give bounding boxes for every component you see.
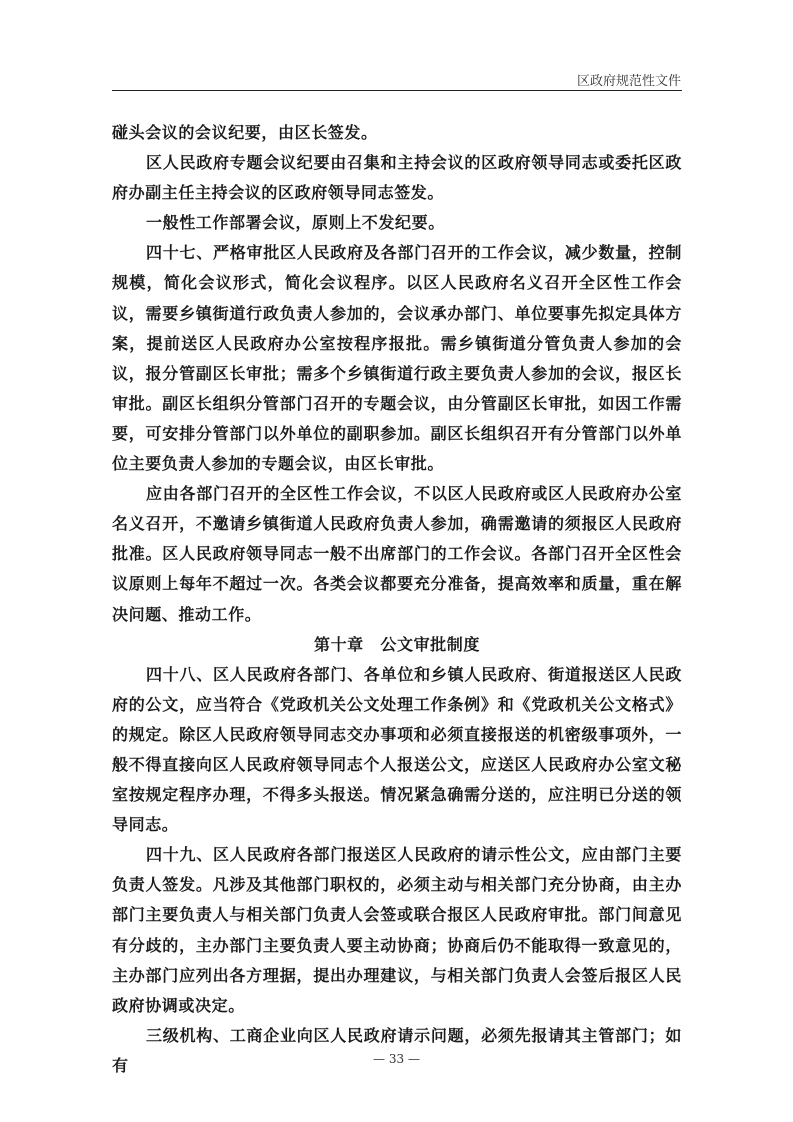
header-divider: [112, 90, 682, 91]
document-body: [112, 118, 682, 1081]
paragraph-article-48: 四十八、区人民政府各部门、各单位和乡镇人民政府、街道报送区人民政府的公文，应当符合《党政机关公文处理工作条例》和《党政机关公文格式》的规定。除区人民政府领导同志交办事项和必须直接报送的机密级事项外，一般不得直接向区人民政府领导同志个人报送公文，应送区人民政府办公室文秘室按规定程序办理，不得多头报送。情况紧急确需分送的，应注明已分送的领导同志。: [112, 664, 682, 835]
paragraph: 三级机构、工商企业向区人民政府请示问题，必须先报请其主管部门；如有: [112, 1025, 682, 1075]
chapter-heading: 第十章 公文审批制度: [313, 634, 480, 654]
paragraph: 区人民政府专题会议纪要由召集和主持会议的区政府领导同志或委托区政府办副主任主持会议的区政府领导同志签发。: [112, 153, 682, 203]
document-type-label: 区政府规范性文件: [576, 74, 681, 89]
paragraph-article-47: 四十七、严格审批区人民政府及各部门召开的工作会议，减少数量，控制规模，简化会议形式，简化会议程序。以区人民政府名义召开全区性工作会议，需要乡镇街道行政负责人参加的，会议承办部门、单位要事先拟定具体方案，提前送区人民政府办公室按程序报批。需乡镇街道分管负责人参加的会议，报分管副区长审批；需多个乡镇街道行政主要负责人参加的会议，报区长审批。副区长组织分管部门召开的专题会议，由分管副区长审批，如因工作需要，可安排分管部门以外单位的副职参加。副区长组织召开有分管部门以外单位主要负责人参加的专题会议，由区长审批。: [112, 243, 682, 474]
paragraph: 一般性工作部署会议，原则上不发纪要。: [146, 213, 445, 233]
page-number: — 33 —: [373, 1052, 420, 1066]
paragraph: 应由各部门召开的全区性工作会议，不以区人民政府或区人民政府办公室名义召开，不邀请乡镇街道人民政府负责人参加，确需邀请的须报区人民政府批准。区人民政府领导同志一般不出席部门的工作会议。各部门召开全区性会议原则上每年不超过一次。各类会议都要充分准备，提高效率和质量，重在解决问题、推动工作。: [112, 484, 682, 624]
paragraph-continuation: 碰头会议的会议纪要，由区长签发。: [112, 123, 378, 142]
paragraph-article-49: 四十九、区人民政府各部门报送区人民政府的请示性公文，应由部门主要负责人签发。凡涉及其他部门职权的，必须主动与相关部门充分协商，由主办部门主要负责人与相关部门负责人会签或联合报区人民政府审批。部门间意见有分歧的，主办部门主要负责人要主动协商；协商后仍不能取得一致意见的，主办部门应列出各方理据，提出办理建议，与相关部门负责人会签后报区人民政府协调或决定。: [112, 845, 682, 1015]
